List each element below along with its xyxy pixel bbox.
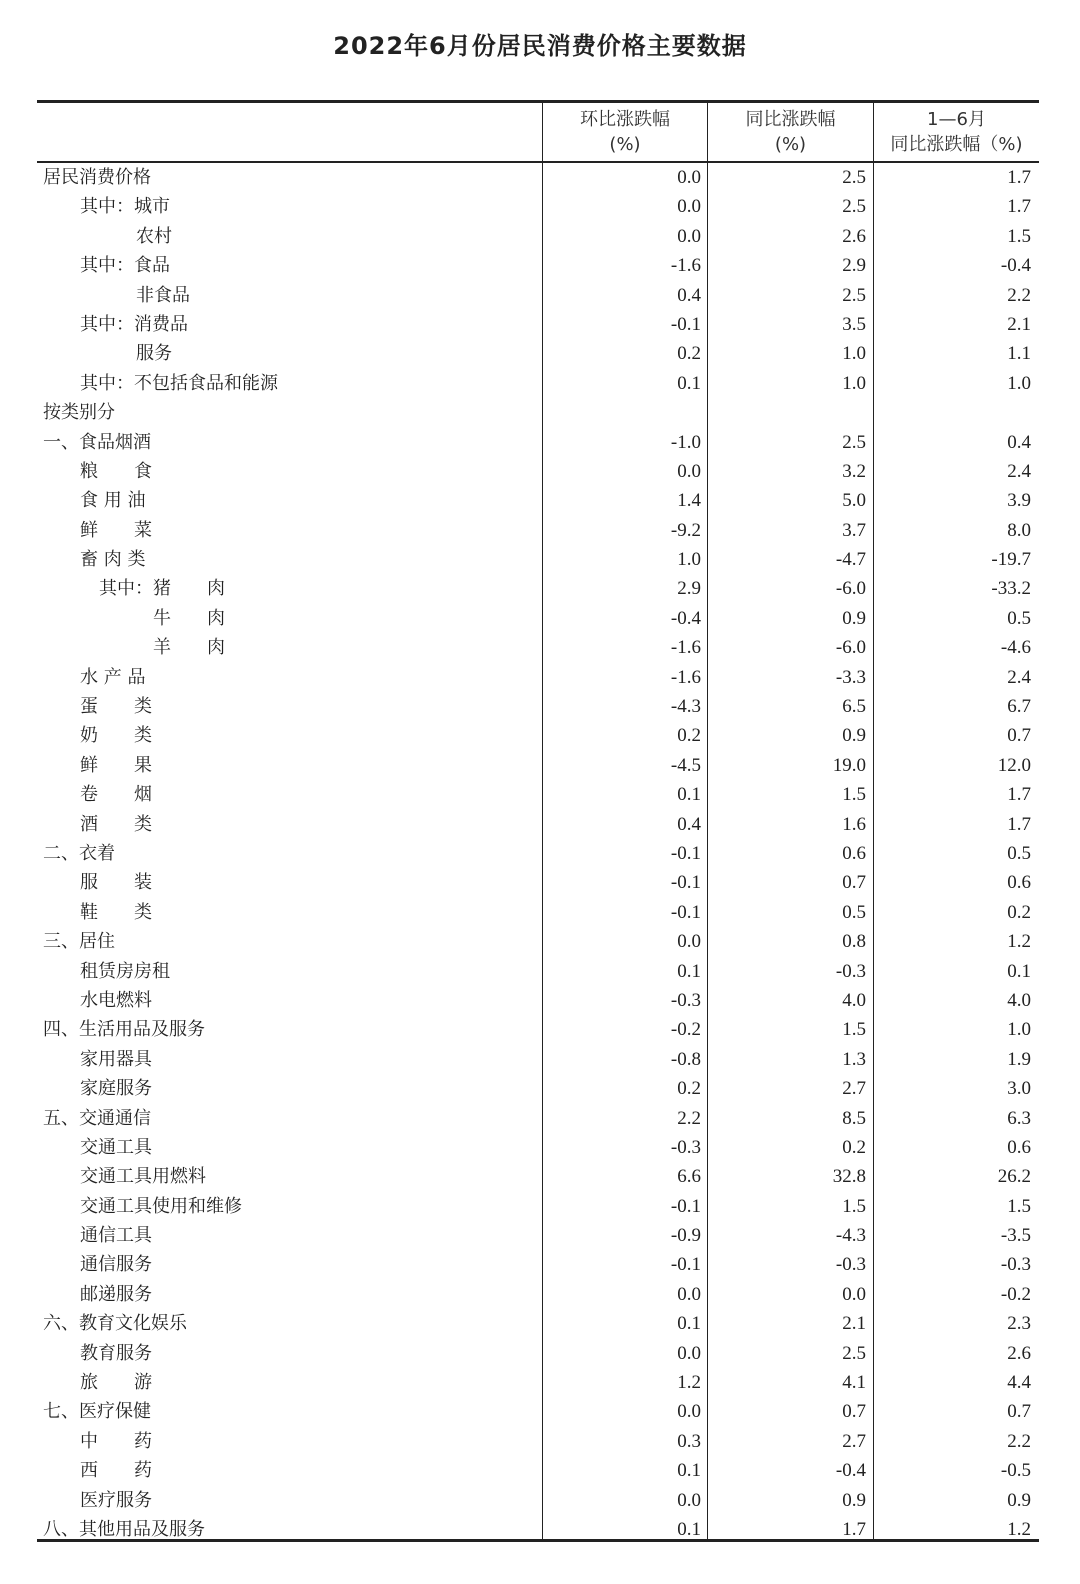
yoy-value: -0.4 (835, 1460, 866, 1482)
mom-value: 0.2 (677, 1078, 701, 1100)
mom-value: -1.6 (670, 637, 701, 659)
header-mom-line1: 环比涨跌幅 (580, 109, 670, 130)
mom-value: 0.0 (677, 1401, 701, 1423)
row-label: 鲜 菜 (80, 519, 152, 541)
mom-value: -0.1 (670, 842, 701, 864)
table-top-rule (37, 100, 1039, 103)
table-row (37, 633, 1039, 662)
row-label: 其中：猪 肉 (99, 578, 225, 600)
ytd-yoy-value: 4.4 (1007, 1372, 1031, 1394)
yoy-value: 4.0 (842, 989, 866, 1011)
ytd-yoy-value: -0.5 (1000, 1460, 1031, 1482)
mom-value: -0.2 (670, 1019, 701, 1041)
ytd-yoy-value: 3.9 (1007, 490, 1031, 512)
table-row (37, 163, 1039, 192)
yoy-value: 2.5 (842, 196, 866, 218)
mom-value: 0.0 (677, 931, 701, 953)
ytd-yoy-value: 8.0 (1007, 519, 1031, 541)
ytd-yoy-value: 1.1 (1007, 343, 1031, 365)
mom-value: -1.6 (670, 666, 701, 688)
yoy-value: -6.0 (835, 578, 866, 600)
yoy-value: -3.3 (835, 666, 866, 688)
mom-value: -0.1 (670, 1195, 701, 1217)
ytd-yoy-value: 12.0 (997, 754, 1031, 776)
yoy-value: 6.5 (842, 696, 866, 718)
ytd-yoy-value: 0.9 (1007, 1489, 1031, 1511)
ytd-yoy-value: 0.6 (1007, 1136, 1031, 1158)
mom-value: -0.8 (670, 1048, 701, 1070)
ytd-yoy-value: 1.9 (1007, 1048, 1031, 1070)
row-label: 其中：消费品 (80, 313, 188, 335)
mom-value: 0.1 (677, 1313, 701, 1335)
table-row (37, 281, 1039, 310)
yoy-value: -4.7 (835, 549, 866, 571)
row-label: 畜 肉 类 (80, 549, 146, 571)
table-row (37, 1015, 1039, 1044)
row-label: 服务 (136, 343, 172, 365)
ytd-yoy-value: 1.5 (1007, 1195, 1031, 1217)
yoy-value: 2.6 (842, 225, 866, 247)
ytd-yoy-value: 4.0 (1007, 989, 1031, 1011)
mom-value: -1.0 (670, 431, 701, 453)
ytd-yoy-value: 0.5 (1007, 607, 1031, 629)
ytd-yoy-value: 2.6 (1007, 1342, 1031, 1364)
table-row (37, 1074, 1039, 1103)
mom-value: 0.0 (677, 225, 701, 247)
yoy-value: 0.2 (842, 1136, 866, 1158)
yoy-value: 0.6 (842, 842, 866, 864)
ytd-yoy-value: 1.5 (1007, 225, 1031, 247)
ytd-yoy-value: 0.1 (1007, 960, 1031, 982)
ytd-yoy-value: 1.7 (1007, 167, 1031, 188)
yoy-value: 0.9 (842, 725, 866, 747)
ytd-yoy-value: 1.7 (1007, 196, 1031, 218)
ytd-yoy-value: -3.5 (1000, 1225, 1031, 1247)
mom-value: 1.4 (677, 490, 701, 512)
ytd-yoy-value: 3.0 (1007, 1078, 1031, 1100)
table-row (37, 927, 1039, 956)
row-label: 粮 食 (80, 460, 152, 482)
yoy-value: 3.7 (842, 519, 866, 541)
row-label: 五、交通通信 (43, 1107, 151, 1129)
row-label: 一、食品烟酒 (43, 431, 151, 453)
table-row (37, 898, 1039, 927)
row-label: 交通工具 (80, 1136, 152, 1158)
row-label: 奶 类 (80, 725, 152, 747)
ytd-yoy-value: 0.6 (1007, 872, 1031, 894)
yoy-value: 1.5 (842, 1195, 866, 1217)
table-row (37, 1133, 1039, 1162)
row-label: 羊 肉 (153, 637, 225, 659)
table-row (37, 516, 1039, 545)
mom-value: -0.1 (670, 872, 701, 894)
mom-value: 2.2 (677, 1107, 701, 1129)
row-label: 其中：城市 (80, 196, 170, 218)
mom-value: 0.1 (677, 1518, 701, 1540)
mom-value: 0.0 (677, 1342, 701, 1364)
yoy-value: 8.5 (842, 1107, 866, 1129)
yoy-value: 2.7 (842, 1430, 866, 1452)
table-row (37, 721, 1039, 750)
table-row (37, 1486, 1039, 1515)
yoy-value: 2.5 (842, 1342, 866, 1364)
yoy-value: 19.0 (832, 754, 866, 776)
table-row (37, 986, 1039, 1015)
row-label: 交通工具用燃料 (80, 1166, 206, 1188)
row-label: 四、生活用品及服务 (43, 1019, 205, 1041)
table-row (37, 839, 1039, 868)
row-label: 蛋 类 (80, 696, 152, 718)
row-label: 家庭服务 (80, 1078, 152, 1100)
row-label: 农村 (136, 225, 172, 247)
row-label: 通信工具 (80, 1225, 152, 1247)
ytd-yoy-value: 1.2 (1007, 931, 1031, 953)
yoy-value: 1.6 (842, 813, 866, 835)
mom-value: -1.6 (670, 255, 701, 277)
table-body (37, 163, 1039, 1544)
table-row (37, 1162, 1039, 1191)
yoy-value: 0.5 (842, 901, 866, 923)
table-row (37, 1250, 1039, 1279)
table-row (37, 369, 1039, 398)
yoy-value: 0.8 (842, 931, 866, 953)
table-row (37, 457, 1039, 486)
row-label: 鲜 果 (80, 754, 152, 776)
table-row (37, 545, 1039, 574)
table-row (37, 1280, 1039, 1309)
ytd-yoy-value: 1.7 (1007, 784, 1031, 806)
table-row (37, 1427, 1039, 1456)
ytd-yoy-value: 1.7 (1007, 813, 1031, 835)
table-row (37, 810, 1039, 839)
table-row (37, 1339, 1039, 1368)
mom-value: 0.3 (677, 1430, 701, 1452)
row-label: 三、居住 (43, 931, 115, 953)
mom-value: -4.5 (670, 754, 701, 776)
mom-value: -0.1 (670, 313, 701, 335)
ytd-yoy-value: 0.2 (1007, 901, 1031, 923)
ytd-yoy-value: 1.0 (1007, 1019, 1031, 1041)
mom-value: 0.1 (677, 372, 701, 394)
ytd-yoy-value: -33.2 (991, 578, 1031, 600)
mom-value: -0.4 (670, 607, 701, 629)
yoy-value: 3.2 (842, 460, 866, 482)
mom-value: 0.0 (677, 167, 701, 188)
mom-value: -4.3 (670, 696, 701, 718)
yoy-value: 3.5 (842, 313, 866, 335)
mom-value: 0.2 (677, 343, 701, 365)
mom-value: 0.2 (677, 725, 701, 747)
row-label: 卷 烟 (80, 784, 152, 806)
table-row (37, 604, 1039, 633)
table-row (37, 1192, 1039, 1221)
mom-value: 0.4 (677, 813, 701, 835)
table-row (37, 1104, 1039, 1133)
table-row (37, 780, 1039, 809)
header-ytd-line2: 同比涨跌幅（%) (890, 134, 1023, 155)
header-yoy-line1: 同比涨跌幅 (745, 109, 836, 130)
yoy-value: 1.5 (842, 784, 866, 806)
ytd-yoy-value: 2.1 (1007, 313, 1031, 335)
row-label: 服 装 (80, 872, 152, 894)
table-row (37, 1397, 1039, 1426)
yoy-value: -0.3 (835, 1254, 866, 1276)
header-yoy-change (708, 107, 873, 157)
mom-value: -0.9 (670, 1225, 701, 1247)
table-row (37, 192, 1039, 221)
ytd-yoy-value: 2.3 (1007, 1313, 1031, 1335)
table-row (37, 486, 1039, 515)
row-label: 租赁房房租 (80, 960, 170, 982)
table-row (37, 1309, 1039, 1338)
mom-value: -0.1 (670, 901, 701, 923)
table-row (37, 1368, 1039, 1397)
yoy-value: -6.0 (835, 637, 866, 659)
ytd-yoy-value: -0.3 (1000, 1254, 1031, 1276)
row-label: 七、医疗保健 (43, 1401, 151, 1423)
mom-value: -0.1 (670, 1254, 701, 1276)
ytd-yoy-value: 6.7 (1007, 696, 1031, 718)
yoy-value: 2.1 (842, 1313, 866, 1335)
mom-value: 6.6 (677, 1166, 701, 1188)
ytd-yoy-value: 2.2 (1007, 1430, 1031, 1452)
yoy-value: 1.7 (842, 1518, 866, 1540)
ytd-yoy-value: 2.2 (1007, 284, 1031, 306)
table-row (37, 251, 1039, 280)
yoy-value: 1.0 (842, 343, 866, 365)
mom-value: 0.4 (677, 284, 701, 306)
row-label: 水 产 品 (80, 666, 146, 688)
row-label: 六、教育文化娱乐 (43, 1313, 187, 1335)
mom-value: 1.0 (677, 549, 701, 571)
row-label: 酒 类 (80, 813, 152, 835)
header-mom-change (543, 107, 707, 157)
table-row (37, 428, 1039, 457)
mom-value: 1.2 (677, 1372, 701, 1394)
ytd-yoy-value: -19.7 (991, 549, 1031, 571)
ytd-yoy-value: 0.4 (1007, 431, 1031, 453)
row-label: 通信服务 (80, 1254, 152, 1276)
row-label: 按类别分 (43, 402, 115, 424)
row-label: 邮递服务 (80, 1283, 152, 1305)
header-mom-line2: (%) (609, 134, 641, 155)
yoy-value: 1.0 (842, 372, 866, 394)
row-label: 鞋 类 (80, 901, 152, 923)
mom-value: -0.3 (670, 1136, 701, 1158)
row-label: 八、其他用品及服务 (43, 1518, 205, 1540)
yoy-value: -0.3 (835, 960, 866, 982)
row-label: 医疗服务 (80, 1489, 152, 1511)
header-ytd-yoy-change (874, 107, 1039, 157)
ytd-yoy-value: 2.4 (1007, 460, 1031, 482)
table-row (37, 574, 1039, 603)
yoy-value: 4.1 (842, 1372, 866, 1394)
yoy-value: 5.0 (842, 490, 866, 512)
table-row (37, 692, 1039, 721)
mom-value: -9.2 (670, 519, 701, 541)
row-label: 西 药 (80, 1460, 152, 1482)
row-label: 居民消费价格 (43, 167, 151, 188)
header-yoy-line2: (%) (774, 134, 807, 155)
header-ytd-line1: 1—6月 (927, 109, 986, 130)
table-row (37, 957, 1039, 986)
ytd-yoy-value: 0.7 (1007, 1401, 1031, 1423)
yoy-value: 0.7 (842, 1401, 866, 1423)
ytd-yoy-value: -4.6 (1000, 637, 1031, 659)
row-label: 二、衣着 (43, 842, 115, 864)
row-label: 教育服务 (80, 1342, 152, 1364)
table-row (37, 339, 1039, 368)
mom-value: 0.0 (677, 1489, 701, 1511)
mom-value: 0.1 (677, 784, 701, 806)
mom-value: 0.0 (677, 460, 701, 482)
table-row (37, 222, 1039, 251)
ytd-yoy-value: 26.2 (997, 1166, 1031, 1188)
row-label: 其中：食品 (80, 255, 170, 277)
yoy-value: 1.5 (842, 1019, 866, 1041)
ytd-yoy-value: 1.0 (1007, 372, 1031, 394)
mom-value: 0.1 (677, 1460, 701, 1482)
page-title: 2022年6月份居民消费价格主要数据 (333, 32, 747, 60)
yoy-value: 0.0 (842, 1283, 866, 1305)
mom-value: -0.3 (670, 989, 701, 1011)
table-row (37, 1456, 1039, 1485)
ytd-yoy-value: 1.2 (1007, 1518, 1031, 1540)
table-row (37, 310, 1039, 339)
row-label: 旅 游 (80, 1372, 152, 1394)
row-label: 非食品 (136, 284, 190, 306)
table-row (37, 1221, 1039, 1250)
row-label: 中 药 (80, 1430, 152, 1452)
row-label: 家用器具 (80, 1048, 152, 1070)
yoy-value: 0.7 (842, 872, 866, 894)
yoy-value: 2.5 (842, 431, 866, 453)
table-row (37, 1045, 1039, 1074)
table-row (37, 868, 1039, 897)
ytd-yoy-value: 0.5 (1007, 842, 1031, 864)
ytd-yoy-value: 6.3 (1007, 1107, 1031, 1129)
ytd-yoy-value: 0.7 (1007, 725, 1031, 747)
row-label: 食 用 油 (80, 490, 146, 512)
mom-value: 0.0 (677, 1283, 701, 1305)
yoy-value: 2.7 (842, 1078, 866, 1100)
ytd-yoy-value: -0.2 (1000, 1283, 1031, 1305)
row-label: 水电燃料 (80, 989, 152, 1011)
yoy-value: 2.5 (842, 167, 866, 188)
yoy-value: 2.9 (842, 255, 866, 277)
mom-value: 0.1 (677, 960, 701, 982)
row-label: 交通工具使用和维修 (80, 1195, 242, 1217)
row-label: 牛 肉 (153, 607, 225, 629)
mom-value: 0.0 (677, 196, 701, 218)
table-row (37, 663, 1039, 692)
yoy-value: 1.3 (842, 1048, 866, 1070)
yoy-value: 32.8 (832, 1166, 866, 1188)
row-label: 其中：不包括食品和能源 (80, 372, 278, 394)
ytd-yoy-value: -0.4 (1000, 255, 1031, 277)
table-row (37, 398, 1039, 427)
table-row (37, 751, 1039, 780)
yoy-value: -4.3 (835, 1225, 866, 1247)
yoy-value: 0.9 (842, 1489, 866, 1511)
yoy-value: 0.9 (842, 607, 866, 629)
mom-value: 2.9 (677, 578, 701, 600)
ytd-yoy-value: 2.4 (1007, 666, 1031, 688)
yoy-value: 2.5 (842, 284, 866, 306)
table-row (37, 1515, 1039, 1544)
